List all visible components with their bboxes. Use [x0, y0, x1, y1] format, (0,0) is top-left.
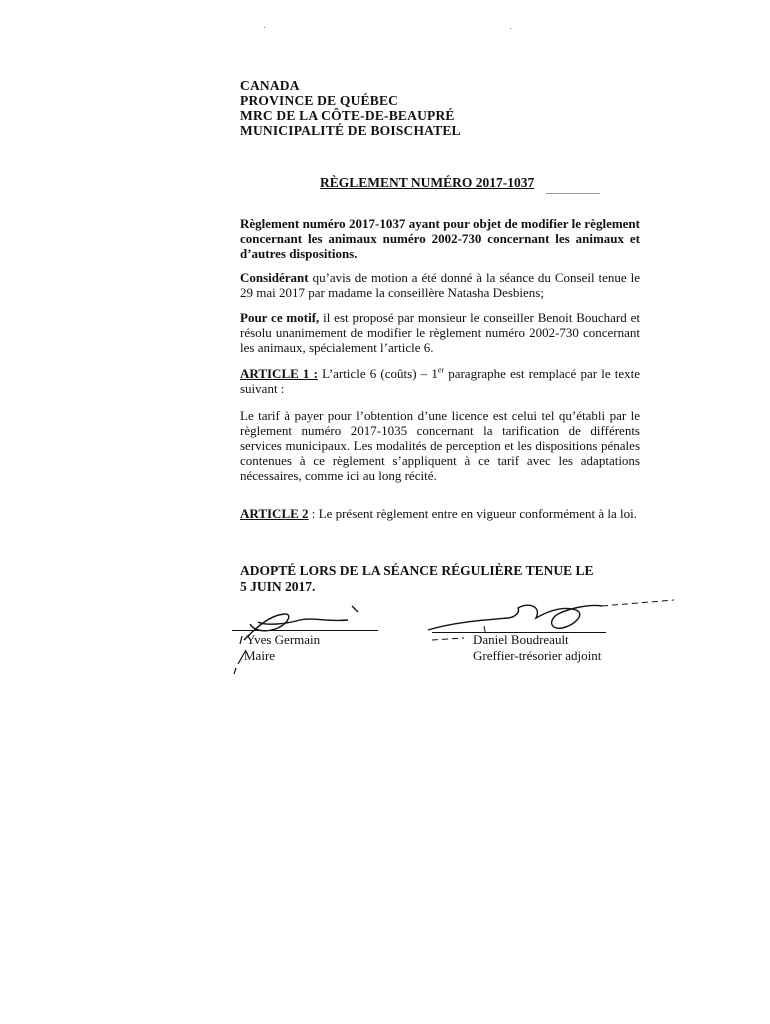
header-municipality: MUNICIPALITÉ DE BOISCHATEL [240, 123, 461, 138]
article-1-paragraph [240, 366, 640, 396]
header-mrc: MRC DE LA CÔTE-DE-BEAUPRÉ [240, 108, 455, 123]
title-rule [546, 193, 600, 194]
mayor-signature-line [232, 630, 378, 631]
article-2-text: : Le présent règlement entre en vigueur conformément à la loi. [308, 506, 638, 521]
header-country: CANADA [240, 78, 300, 93]
clerk-name: Daniel Boudreault [473, 632, 569, 647]
article-1-label: ARTICLE 1 : [240, 366, 318, 381]
article-1-text-after: paragraphe est remplacé par le texte suivant : [240, 366, 641, 396]
article-1-text-before: L’article 6 (coûts) – 1 [317, 366, 438, 381]
scan-speck [264, 27, 265, 28]
clerk-title: Greffier-trésorier adjoint [473, 648, 602, 663]
adoption-statement [240, 563, 640, 595]
tarif-paragraph: Le tarif à payer pour l’obtention d’une licence est celui tel qu’établi par le règlement numéro 2017-1035 concernant la tarification de différents services municipaux. Les modalités de perception et les dispositions pénales contenues à ce règlement s’appliquent à ce tarif avec les adaptations nécessaires, comme ici au long récité. [240, 408, 640, 483]
mayor-title: Maire [244, 648, 276, 663]
regulation-title: RÈGLEMENT NUMÉRO 2017-1037 [320, 175, 535, 190]
mayor-name: Yves Germain [246, 632, 321, 647]
motif-text: il est proposé par monsieur le conseiller Benoit Bouchard et résolu unanimement de modifier le règlement numéro 2002-730 concernant les animaux, spécialement l’article 6. [240, 310, 640, 355]
considerant-text: qu’avis de motion a été donné à la séance du Conseil tenue le 29 mai 2017 par madame la conseillère Natasha Desbiens; [240, 270, 640, 300]
intro-paragraph: Règlement numéro 2017-1037 ayant pour objet de modifier le règlement concernant les animaux numéro 2002-730 concernant les animaux et d’autres dispositions. [240, 216, 640, 261]
adoption-date: 5 JUIN 2017. [240, 579, 316, 594]
header-province: PROVINCE DE QUÉBEC [240, 93, 399, 108]
scan-speck [510, 28, 511, 29]
article-2-label: ARTICLE 2 [240, 506, 309, 521]
considerant-paragraph [240, 270, 640, 300]
document-header [240, 78, 600, 138]
adoption-line-1: ADOPTÉ LORS DE LA SÉANCE RÉGULIÈRE TENUE LE [240, 563, 594, 578]
motif-paragraph [240, 310, 640, 355]
article-2-paragraph [240, 506, 640, 521]
motif-lead: Pour ce motif, [240, 310, 320, 325]
article-1-superscript: er [437, 365, 445, 375]
considerant-lead: Considérant [240, 270, 309, 285]
